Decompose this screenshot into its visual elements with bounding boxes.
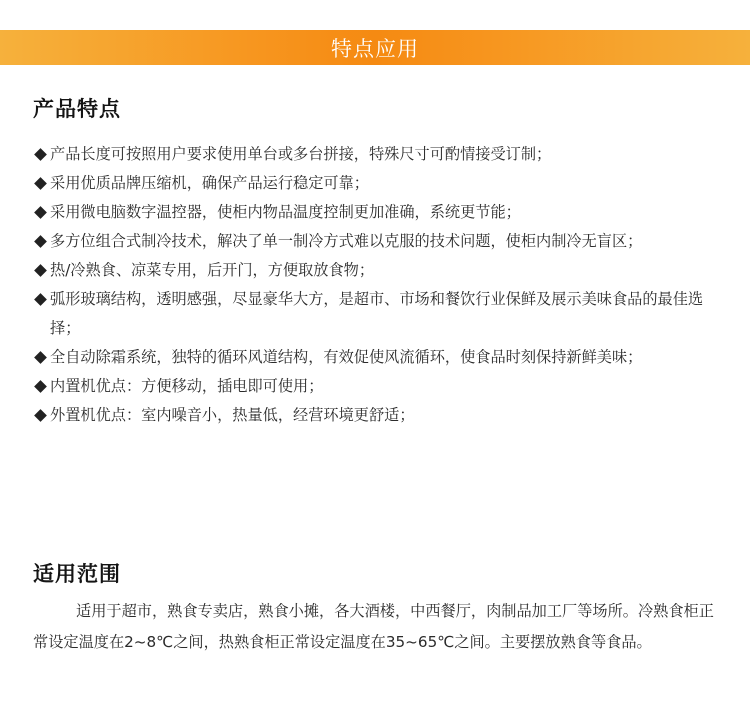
feature-text: 内置机优点：方便移动，插电即可使用； (50, 377, 324, 395)
diamond-bullet-icon (33, 198, 48, 227)
section-title-features: 产品特点 (33, 97, 121, 121)
list-item (33, 140, 723, 169)
section-title-scope: 适用范围 (33, 562, 121, 586)
feature-text: 外置机优点：室内噪音小，热量低，经营环境更舒适； (50, 406, 415, 424)
diamond-bullet-icon (33, 343, 48, 372)
feature-text: 全自动除霜系统，独特的循环风道结构，有效促使风流循环，使食品时刻保持新鲜美味； (50, 348, 643, 366)
list-item (33, 285, 723, 343)
list-item (33, 198, 723, 227)
diamond-bullet-icon (33, 256, 48, 285)
feature-text: 多方位组合式制冷技术，解决了单一制冷方式难以克服的技术问题，使柜内制冷无盲区； (50, 232, 643, 250)
list-item (33, 256, 723, 285)
list-item (33, 169, 723, 198)
diamond-bullet-icon (33, 372, 48, 401)
list-item (33, 227, 723, 256)
banner-title: 特点应用 (331, 36, 419, 61)
feature-text: 采用微电脑数字温控器，使柜内物品温度控制更加准确，系统更节能； (50, 203, 521, 221)
diamond-bullet-icon (33, 285, 48, 314)
feature-text: 产品长度可按照用户要求使用单台或多台拼接，特殊尺寸可酌情接受订制； (50, 145, 552, 163)
feature-list (33, 140, 723, 430)
header-banner (0, 30, 750, 65)
list-item (33, 372, 723, 401)
feature-text: 热/冷熟食、凉菜专用，后开门，方便取放食物； (50, 261, 375, 279)
diamond-bullet-icon (33, 140, 48, 169)
diamond-bullet-icon (33, 169, 48, 198)
feature-text: 采用优质品牌压缩机，确保产品运行稳定可靠； (50, 174, 369, 192)
list-item (33, 343, 723, 372)
list-item (33, 401, 723, 430)
diamond-bullet-icon (33, 227, 48, 256)
feature-text: 弧形玻璃结构，透明感强，尽显豪华大方，是超市、市场和餐饮行业保鲜及展示美味食品的最佳选择； (50, 290, 704, 337)
scope-paragraph: 适用于超市，熟食专卖店，熟食小摊，各大酒楼，中西餐厅，肉制品加工厂等场所。冷熟食柜正常设定温度在2~8℃之间，热熟食柜正常设定温度在35~65℃之间。主要摆放熟食等食品。 (33, 602, 714, 651)
diamond-bullet-icon (33, 401, 48, 430)
